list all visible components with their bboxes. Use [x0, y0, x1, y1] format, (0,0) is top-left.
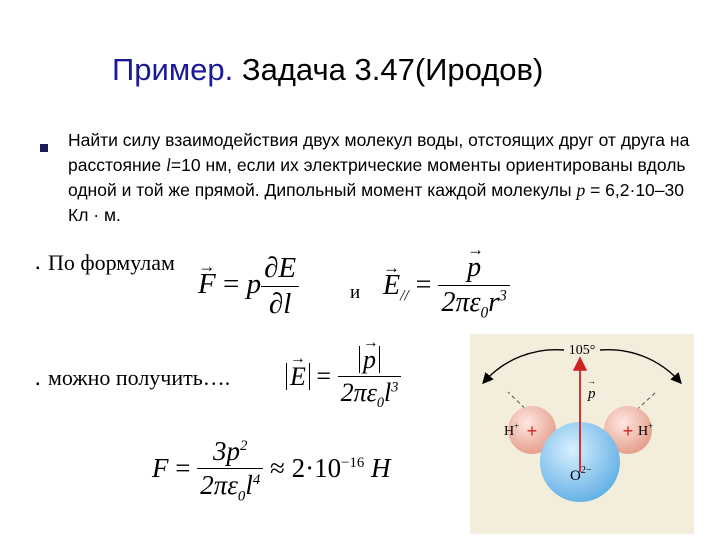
f2-eq: = — [408, 269, 439, 301]
f2-sub: // — [400, 287, 409, 305]
f4-den-sub: 0 — [237, 488, 246, 505]
list-marker: ▪ — [36, 379, 40, 390]
f2-E: → E — [383, 270, 400, 302]
label-by-formulas: По формулам — [48, 250, 175, 275]
f4-fraction — [197, 436, 263, 505]
f4-den-a: 2πε — [200, 470, 238, 500]
f4-unit: H — [364, 452, 391, 483]
f1-fraction — [261, 252, 299, 321]
f1-F: → F — [198, 268, 216, 301]
f2-fraction — [438, 252, 509, 323]
hydrogen-right-label: H+ — [638, 421, 654, 439]
f3-den-a: 2πε — [340, 378, 377, 407]
f4-eq: = — [168, 452, 198, 483]
f1-den: ∂l — [268, 288, 292, 320]
f3-den-sup: 3 — [391, 379, 399, 396]
label-and: и — [350, 282, 361, 303]
f3-E: → E — [290, 363, 306, 390]
problem-text-part1: Найти силу взаимодействия двух молекул воды, отстоящих друг от друга на расстояние — [68, 130, 690, 175]
f1-p: p — [246, 268, 262, 301]
hydrogen-left-label: H+ — [504, 421, 520, 439]
f4-num-sup: 2 — [240, 438, 248, 454]
f2-den-a: 2πε — [441, 287, 481, 318]
l-symbol: l — [166, 155, 171, 175]
f4-approx: ≈ 2·10 — [263, 452, 342, 483]
bullet-square — [40, 144, 48, 152]
problem-text-part2: =10 нм, если их электрические моменты ориентированы вдоль одной и той же прямой. Дипольный момент каждой молекулы — [68, 155, 686, 200]
f4-num-a: 3 — [213, 436, 227, 466]
p-symbol: p — [576, 180, 586, 200]
f3-eq: = — [309, 361, 338, 391]
f2-den-sub: 0 — [480, 304, 489, 322]
dipole-label: p — [588, 386, 596, 402]
formula-dipole-field — [383, 252, 510, 323]
f4-F: F — [152, 452, 169, 483]
title-lead: Пример. — [112, 52, 234, 87]
f4-exponent: −16 — [341, 454, 365, 471]
f3-den-b: l — [384, 378, 392, 407]
f1-eq: = — [215, 268, 247, 301]
f4-den-sup: 4 — [252, 472, 261, 488]
oxygen-label: $O^{2-}$ — [570, 465, 592, 484]
label-obtain: можно получить…. — [48, 365, 231, 390]
f4-num-b: p — [226, 436, 241, 466]
title-rest: Задача 3.47(Иродов) — [233, 52, 544, 87]
formula-force-result — [152, 436, 391, 505]
problem-text-part3: = 6,2·10–30 Кл · м. — [68, 180, 684, 225]
f4-den-b: l — [245, 470, 253, 500]
list-marker: ▪ — [36, 263, 40, 274]
dipole-vector-arrow: → — [587, 376, 596, 386]
slide-title — [112, 52, 543, 88]
f2-den-b: r — [488, 287, 500, 318]
plus-sign-left: + — [526, 421, 538, 441]
f3-num: → p — [363, 346, 376, 373]
f1-num: ∂E — [261, 252, 299, 287]
formula-field-magnitude — [286, 345, 401, 412]
angle-label: 105° — [568, 343, 596, 358]
f2-den-sup: 3 — [499, 287, 507, 305]
water-molecule-diagram — [470, 334, 694, 534]
f3-fraction — [338, 345, 402, 412]
f2-num: → p — [467, 252, 481, 284]
problem-text — [68, 128, 698, 228]
plus-sign-right: + — [622, 421, 634, 441]
formula-force-gradient — [198, 252, 299, 321]
f3-den-sub: 0 — [376, 395, 384, 412]
